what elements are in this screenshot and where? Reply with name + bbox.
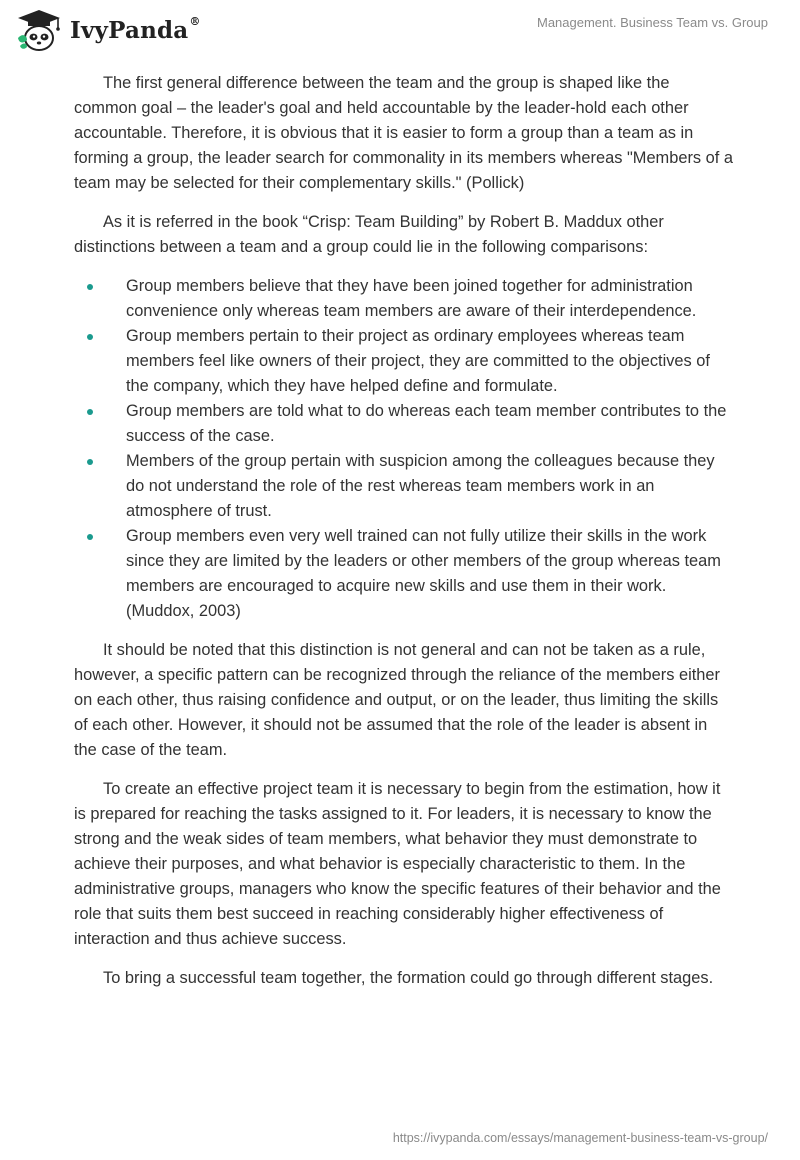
paragraph: To bring a successful team together, the formation could go through different stages. — [103, 969, 714, 987]
list-item — [74, 524, 734, 624]
list-item — [74, 324, 734, 399]
page-header — [0, 0, 800, 60]
paragraph: The first general difference between the team and the group is shaped like the common goal – the leader's goal and held accountable by the leader-hold each other accountable. Therefore, it is obvious that it is easier to form a group than a team as in forming a group, the leader search for commonality in its members whereas "Members of a team may be selected for their complementary skills." (Pollick) — [74, 74, 733, 192]
paragraph: To create an effective project team it is necessary to begin from the estimation, how it is prepared for reaching the tasks assigned to it. For leaders, it is necessary to know the strong and the weak sides of team members, what behavior they must demonstrate to achieve their purposes, and what behavior is especially characteristic to them. In the administrative groups, managers who know the specific features of their behavior and the role that suits them best succeed in reaching considerably higher effectiveness of interaction and thus achieve success. — [74, 780, 721, 948]
brand-name: IvyPanda® — [70, 14, 201, 44]
list-item — [74, 449, 734, 524]
list-item — [74, 274, 734, 324]
paragraph: As it is referred in the book “Crisp: Team Building” by Robert B. Maddux other distinctions between a team and a group could lie in the following comparisons: — [74, 213, 664, 256]
list-item-text: Group members are told what to do whereas each team member contributes to the success of the case. — [126, 402, 727, 445]
list-item-text: Group members pertain to their project as ordinary employees whereas team members feel like owners of their project, they are committed to the objectives of the company, which they have helped define and formulate. — [126, 327, 710, 395]
bullet-dot-icon — [87, 459, 93, 465]
essay-body — [74, 71, 734, 1005]
registered-mark: ® — [189, 14, 201, 28]
ivypanda-logo[interactable] — [14, 8, 201, 52]
source-url[interactable]: https://ivypanda.com/essays/management-business-team-vs-group/ — [392, 1131, 768, 1145]
list-item-text: Group members believe that they have been joined together for administration convenience only whereas team members are aware of their interdependence. — [126, 277, 697, 320]
list-item-text: Members of the group pertain with suspicion among the colleagues because they do not understand the role of the rest whereas team members work in an atmosphere of trust. — [126, 452, 715, 520]
list-item-text: Group members even very well trained can not fully utilize their skills in the work since they are limited by the leaders or other members of the group whereas team members are encouraged to acquire new skills and use them in their work. (Muddox, 2003) — [126, 527, 721, 620]
document-title: Management. Business Team vs. Group — [537, 15, 768, 30]
comparison-list — [74, 274, 734, 624]
bullet-dot-icon — [87, 534, 93, 540]
bullet-dot-icon — [87, 284, 93, 290]
bullet-dot-icon — [87, 409, 93, 415]
bullet-dot-icon — [87, 334, 93, 340]
panda-graduate-icon — [14, 8, 64, 52]
list-item — [74, 399, 734, 449]
paragraph: It should be noted that this distinction is not general and can not be taken as a rule, however, a specific pattern can be recognized through the reliance of the members either on each other, thus raising confidence and output, or on the leader, thus limiting the skills of each other. However, it should not be assumed that the role of the leader is absent in the case of the team. — [74, 641, 720, 759]
